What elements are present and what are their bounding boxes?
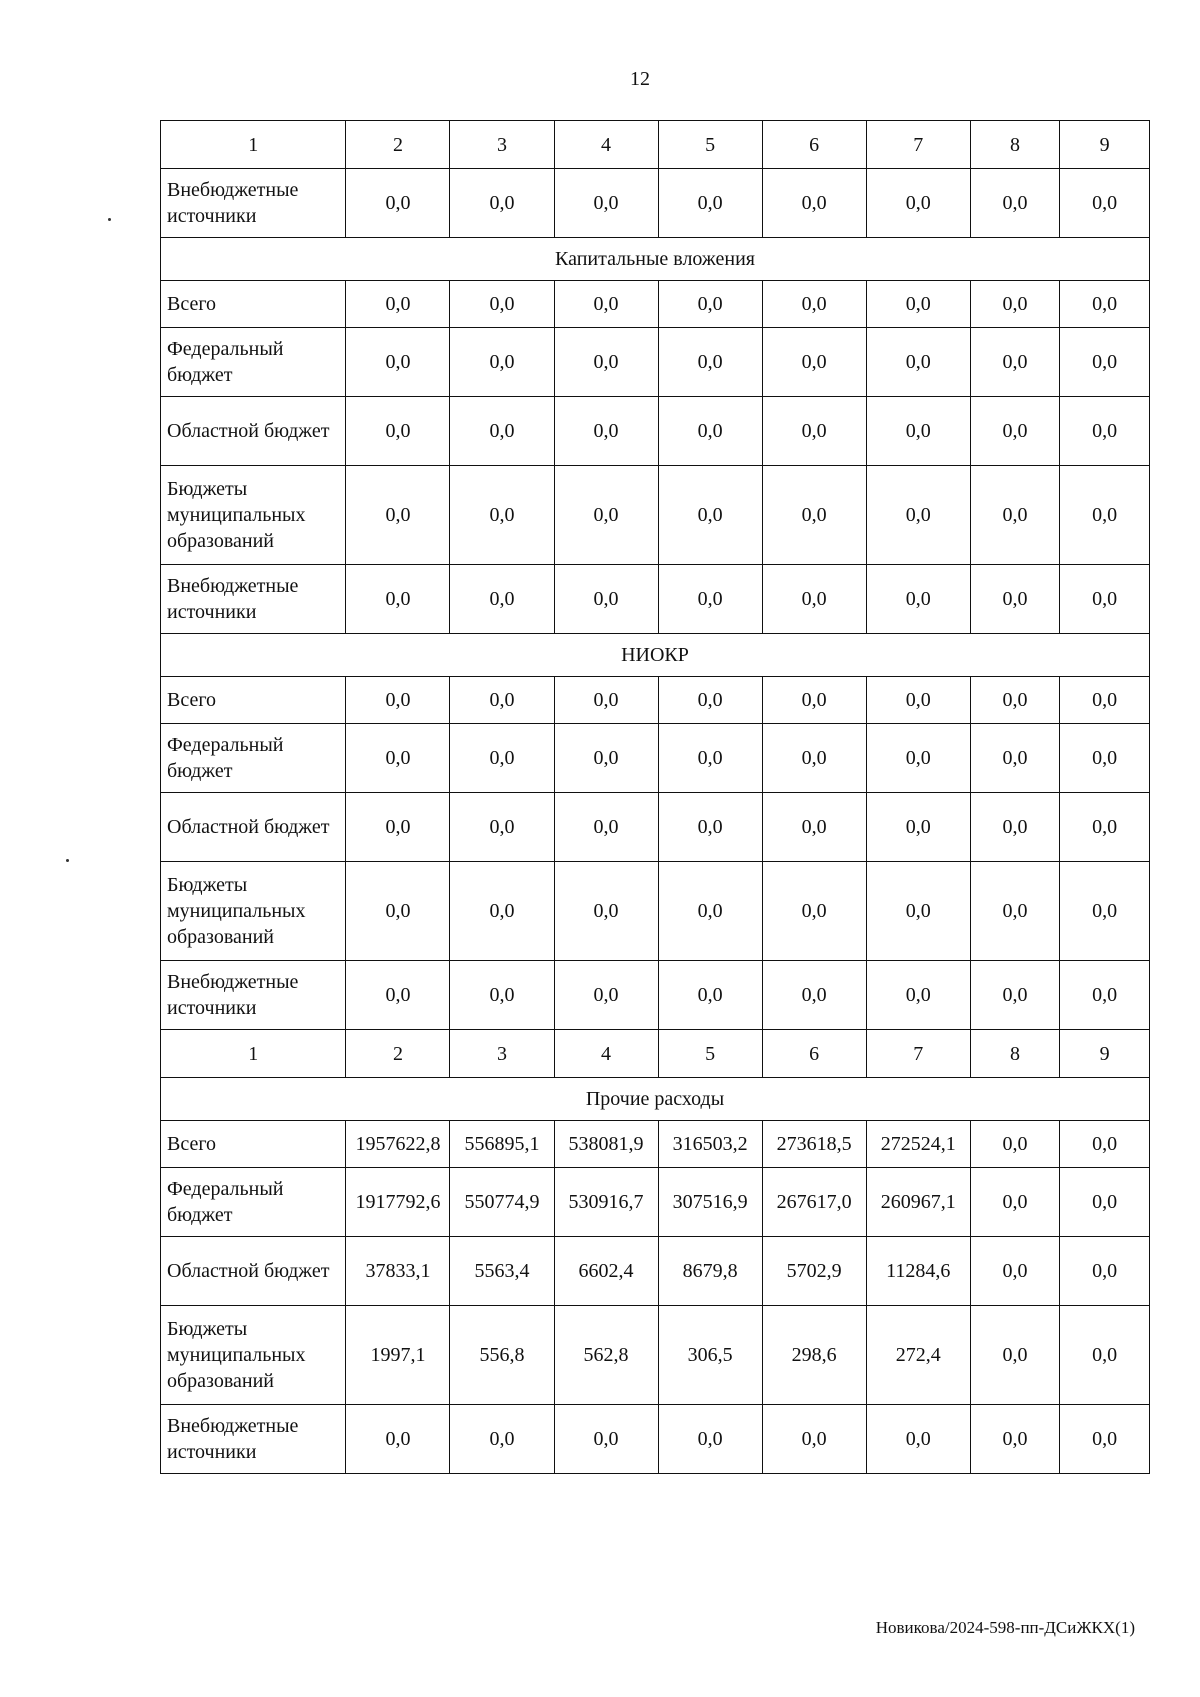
- value-cell: 0,0: [1060, 1306, 1150, 1405]
- table-row: [161, 961, 1150, 1030]
- table-body: [161, 121, 1150, 1474]
- value-cell: 260967,1: [866, 1168, 970, 1237]
- value-cell: 0,0: [866, 961, 970, 1030]
- value-cell: 556895,1: [450, 1121, 554, 1168]
- section-header-row: [161, 1078, 1150, 1121]
- value-cell: 0,0: [554, 724, 658, 793]
- value-cell: 0,0: [450, 793, 554, 862]
- value-cell: 0,0: [762, 281, 866, 328]
- value-cell: 0,0: [866, 397, 970, 466]
- value-cell: 0,0: [1060, 793, 1150, 862]
- scan-speck: [66, 859, 69, 862]
- row-label: Внебюджетные источники: [161, 169, 346, 238]
- value-cell: 0,0: [970, 1121, 1060, 1168]
- value-cell: 0,0: [1060, 862, 1150, 961]
- value-cell: 0,0: [554, 1405, 658, 1474]
- value-cell: 0,0: [970, 1306, 1060, 1405]
- table-row: [161, 1306, 1150, 1405]
- value-cell: 0,0: [554, 281, 658, 328]
- value-cell: 298,6: [762, 1306, 866, 1405]
- value-cell: 0,0: [658, 397, 762, 466]
- value-cell: 0,0: [554, 862, 658, 961]
- value-cell: 0,0: [866, 862, 970, 961]
- value-cell: 0,0: [762, 1405, 866, 1474]
- value-cell: 0,0: [866, 169, 970, 238]
- value-cell: 0,0: [762, 328, 866, 397]
- value-cell: 1997,1: [346, 1306, 450, 1405]
- column-number-cell: 4: [554, 1030, 658, 1078]
- table-row: [161, 328, 1150, 397]
- value-cell: 0,0: [1060, 677, 1150, 724]
- value-cell: 0,0: [554, 793, 658, 862]
- value-cell: 0,0: [1060, 281, 1150, 328]
- value-cell: 0,0: [762, 565, 866, 634]
- value-cell: 273618,5: [762, 1121, 866, 1168]
- value-cell: 0,0: [658, 565, 762, 634]
- section-header-row: [161, 238, 1150, 281]
- value-cell: 0,0: [762, 169, 866, 238]
- row-label: Областной бюджет: [161, 1237, 346, 1306]
- value-cell: 530916,7: [554, 1168, 658, 1237]
- row-label: Федеральный бюджет: [161, 1168, 346, 1237]
- value-cell: 0,0: [346, 793, 450, 862]
- table-row: [161, 1237, 1150, 1306]
- value-cell: 0,0: [346, 961, 450, 1030]
- value-cell: 0,0: [970, 1237, 1060, 1306]
- value-cell: 0,0: [346, 677, 450, 724]
- value-cell: 0,0: [970, 397, 1060, 466]
- value-cell: 6602,4: [554, 1237, 658, 1306]
- document-reference: Новикова/2024-598-пп-ДСиЖКХ(1): [875, 1618, 1135, 1637]
- value-cell: 0,0: [970, 1405, 1060, 1474]
- value-cell: 0,0: [970, 281, 1060, 328]
- value-cell: 0,0: [762, 466, 866, 565]
- value-cell: 0,0: [346, 397, 450, 466]
- value-cell: 0,0: [658, 281, 762, 328]
- value-cell: 0,0: [346, 466, 450, 565]
- column-number-cell: 8: [970, 121, 1060, 169]
- row-label: Всего: [161, 677, 346, 724]
- table-row: [161, 677, 1150, 724]
- table-row: [161, 281, 1150, 328]
- column-number-cell: 1: [161, 121, 346, 169]
- section-title: Прочие расходы: [161, 1078, 1150, 1121]
- value-cell: 0,0: [970, 862, 1060, 961]
- value-cell: 0,0: [450, 565, 554, 634]
- value-cell: 272,4: [866, 1306, 970, 1405]
- value-cell: 562,8: [554, 1306, 658, 1405]
- value-cell: 0,0: [762, 793, 866, 862]
- value-cell: 0,0: [346, 565, 450, 634]
- value-cell: 0,0: [1060, 397, 1150, 466]
- section-title: НИОКР: [161, 634, 1150, 677]
- value-cell: 0,0: [1060, 724, 1150, 793]
- row-label: Областной бюджет: [161, 397, 346, 466]
- row-label: Федеральный бюджет: [161, 328, 346, 397]
- table-row: [161, 793, 1150, 862]
- value-cell: 0,0: [1060, 328, 1150, 397]
- column-number-cell: 3: [450, 1030, 554, 1078]
- value-cell: 0,0: [554, 328, 658, 397]
- table-row: [161, 169, 1150, 238]
- value-cell: 0,0: [970, 1168, 1060, 1237]
- value-cell: 0,0: [762, 961, 866, 1030]
- row-label: Областной бюджет: [161, 793, 346, 862]
- value-cell: 0,0: [970, 169, 1060, 238]
- row-label: Внебюджетные источники: [161, 1405, 346, 1474]
- value-cell: 0,0: [866, 724, 970, 793]
- value-cell: 0,0: [970, 793, 1060, 862]
- value-cell: 0,0: [658, 961, 762, 1030]
- value-cell: 0,0: [658, 169, 762, 238]
- value-cell: 8679,8: [658, 1237, 762, 1306]
- column-number-row: [161, 121, 1150, 169]
- value-cell: 0,0: [554, 565, 658, 634]
- value-cell: 0,0: [1060, 961, 1150, 1030]
- column-number-cell: 1: [161, 1030, 346, 1078]
- value-cell: 37833,1: [346, 1237, 450, 1306]
- value-cell: 0,0: [346, 724, 450, 793]
- value-cell: 0,0: [658, 328, 762, 397]
- column-number-cell: 8: [970, 1030, 1060, 1078]
- column-number-cell: 7: [866, 1030, 970, 1078]
- value-cell: 0,0: [346, 281, 450, 328]
- value-cell: 0,0: [450, 169, 554, 238]
- value-cell: 307516,9: [658, 1168, 762, 1237]
- row-label: Федеральный бюджет: [161, 724, 346, 793]
- value-cell: 0,0: [658, 466, 762, 565]
- column-number-cell: 9: [1060, 1030, 1150, 1078]
- column-number-row: [161, 1030, 1150, 1078]
- scan-speck: [108, 218, 111, 221]
- row-label: Внебюджетные источники: [161, 961, 346, 1030]
- value-cell: 0,0: [970, 565, 1060, 634]
- value-cell: 0,0: [866, 565, 970, 634]
- value-cell: 0,0: [866, 677, 970, 724]
- column-number-cell: 2: [346, 121, 450, 169]
- value-cell: 0,0: [970, 677, 1060, 724]
- row-label: Всего: [161, 1121, 346, 1168]
- value-cell: 0,0: [450, 1405, 554, 1474]
- value-cell: 0,0: [762, 677, 866, 724]
- value-cell: 0,0: [450, 724, 554, 793]
- table-row: [161, 724, 1150, 793]
- section-title: Капитальные вложения: [161, 238, 1150, 281]
- value-cell: 0,0: [1060, 565, 1150, 634]
- table-row: [161, 1168, 1150, 1237]
- value-cell: 0,0: [346, 862, 450, 961]
- column-number-cell: 5: [658, 121, 762, 169]
- value-cell: 0,0: [450, 961, 554, 1030]
- value-cell: 0,0: [866, 466, 970, 565]
- value-cell: 0,0: [554, 397, 658, 466]
- value-cell: 0,0: [658, 862, 762, 961]
- row-label: Бюджеты муниципальных образований: [161, 862, 346, 961]
- value-cell: 0,0: [762, 397, 866, 466]
- value-cell: 1957622,8: [346, 1121, 450, 1168]
- financing-table: [160, 120, 1150, 1474]
- value-cell: 0,0: [346, 169, 450, 238]
- value-cell: 0,0: [866, 793, 970, 862]
- value-cell: 0,0: [1060, 1405, 1150, 1474]
- value-cell: 0,0: [658, 724, 762, 793]
- value-cell: 0,0: [866, 281, 970, 328]
- table-row: [161, 1121, 1150, 1168]
- value-cell: 0,0: [554, 677, 658, 724]
- value-cell: 0,0: [970, 328, 1060, 397]
- value-cell: 0,0: [658, 793, 762, 862]
- column-number-cell: 6: [762, 121, 866, 169]
- value-cell: 0,0: [554, 169, 658, 238]
- value-cell: 5702,9: [762, 1237, 866, 1306]
- value-cell: 272524,1: [866, 1121, 970, 1168]
- column-number-cell: 9: [1060, 121, 1150, 169]
- value-cell: 0,0: [658, 677, 762, 724]
- value-cell: 267617,0: [762, 1168, 866, 1237]
- value-cell: 0,0: [450, 466, 554, 565]
- table-row: [161, 466, 1150, 565]
- value-cell: 11284,6: [866, 1237, 970, 1306]
- value-cell: 0,0: [1060, 1121, 1150, 1168]
- value-cell: 0,0: [450, 862, 554, 961]
- value-cell: 538081,9: [554, 1121, 658, 1168]
- value-cell: 550774,9: [450, 1168, 554, 1237]
- value-cell: 0,0: [346, 328, 450, 397]
- value-cell: 316503,2: [658, 1121, 762, 1168]
- row-label: Внебюджетные источники: [161, 565, 346, 634]
- value-cell: 0,0: [346, 1405, 450, 1474]
- value-cell: 0,0: [866, 328, 970, 397]
- column-number-cell: 3: [450, 121, 554, 169]
- table-row: [161, 1405, 1150, 1474]
- row-label: Бюджеты муниципальных образований: [161, 466, 346, 565]
- table-row: [161, 397, 1150, 466]
- value-cell: 0,0: [450, 281, 554, 328]
- value-cell: 0,0: [1060, 169, 1150, 238]
- value-cell: 0,0: [1060, 466, 1150, 565]
- value-cell: 0,0: [970, 724, 1060, 793]
- value-cell: 0,0: [554, 961, 658, 1030]
- value-cell: 0,0: [450, 328, 554, 397]
- value-cell: 306,5: [658, 1306, 762, 1405]
- column-number-cell: 6: [762, 1030, 866, 1078]
- value-cell: 0,0: [1060, 1168, 1150, 1237]
- value-cell: 5563,4: [450, 1237, 554, 1306]
- column-number-cell: 7: [866, 121, 970, 169]
- row-label: Бюджеты муниципальных образований: [161, 1306, 346, 1405]
- value-cell: 0,0: [450, 397, 554, 466]
- column-number-cell: 2: [346, 1030, 450, 1078]
- column-number-cell: 5: [658, 1030, 762, 1078]
- value-cell: 556,8: [450, 1306, 554, 1405]
- page-number: 12: [630, 68, 650, 90]
- value-cell: 0,0: [970, 961, 1060, 1030]
- column-number-cell: 4: [554, 121, 658, 169]
- value-cell: 0,0: [762, 724, 866, 793]
- section-header-row: [161, 634, 1150, 677]
- value-cell: 0,0: [658, 1405, 762, 1474]
- value-cell: 0,0: [450, 677, 554, 724]
- value-cell: 0,0: [970, 466, 1060, 565]
- value-cell: 1917792,6: [346, 1168, 450, 1237]
- table-row: [161, 862, 1150, 961]
- value-cell: 0,0: [762, 862, 866, 961]
- table-row: [161, 565, 1150, 634]
- value-cell: 0,0: [554, 466, 658, 565]
- value-cell: 0,0: [866, 1405, 970, 1474]
- value-cell: 0,0: [1060, 1237, 1150, 1306]
- row-label: Всего: [161, 281, 346, 328]
